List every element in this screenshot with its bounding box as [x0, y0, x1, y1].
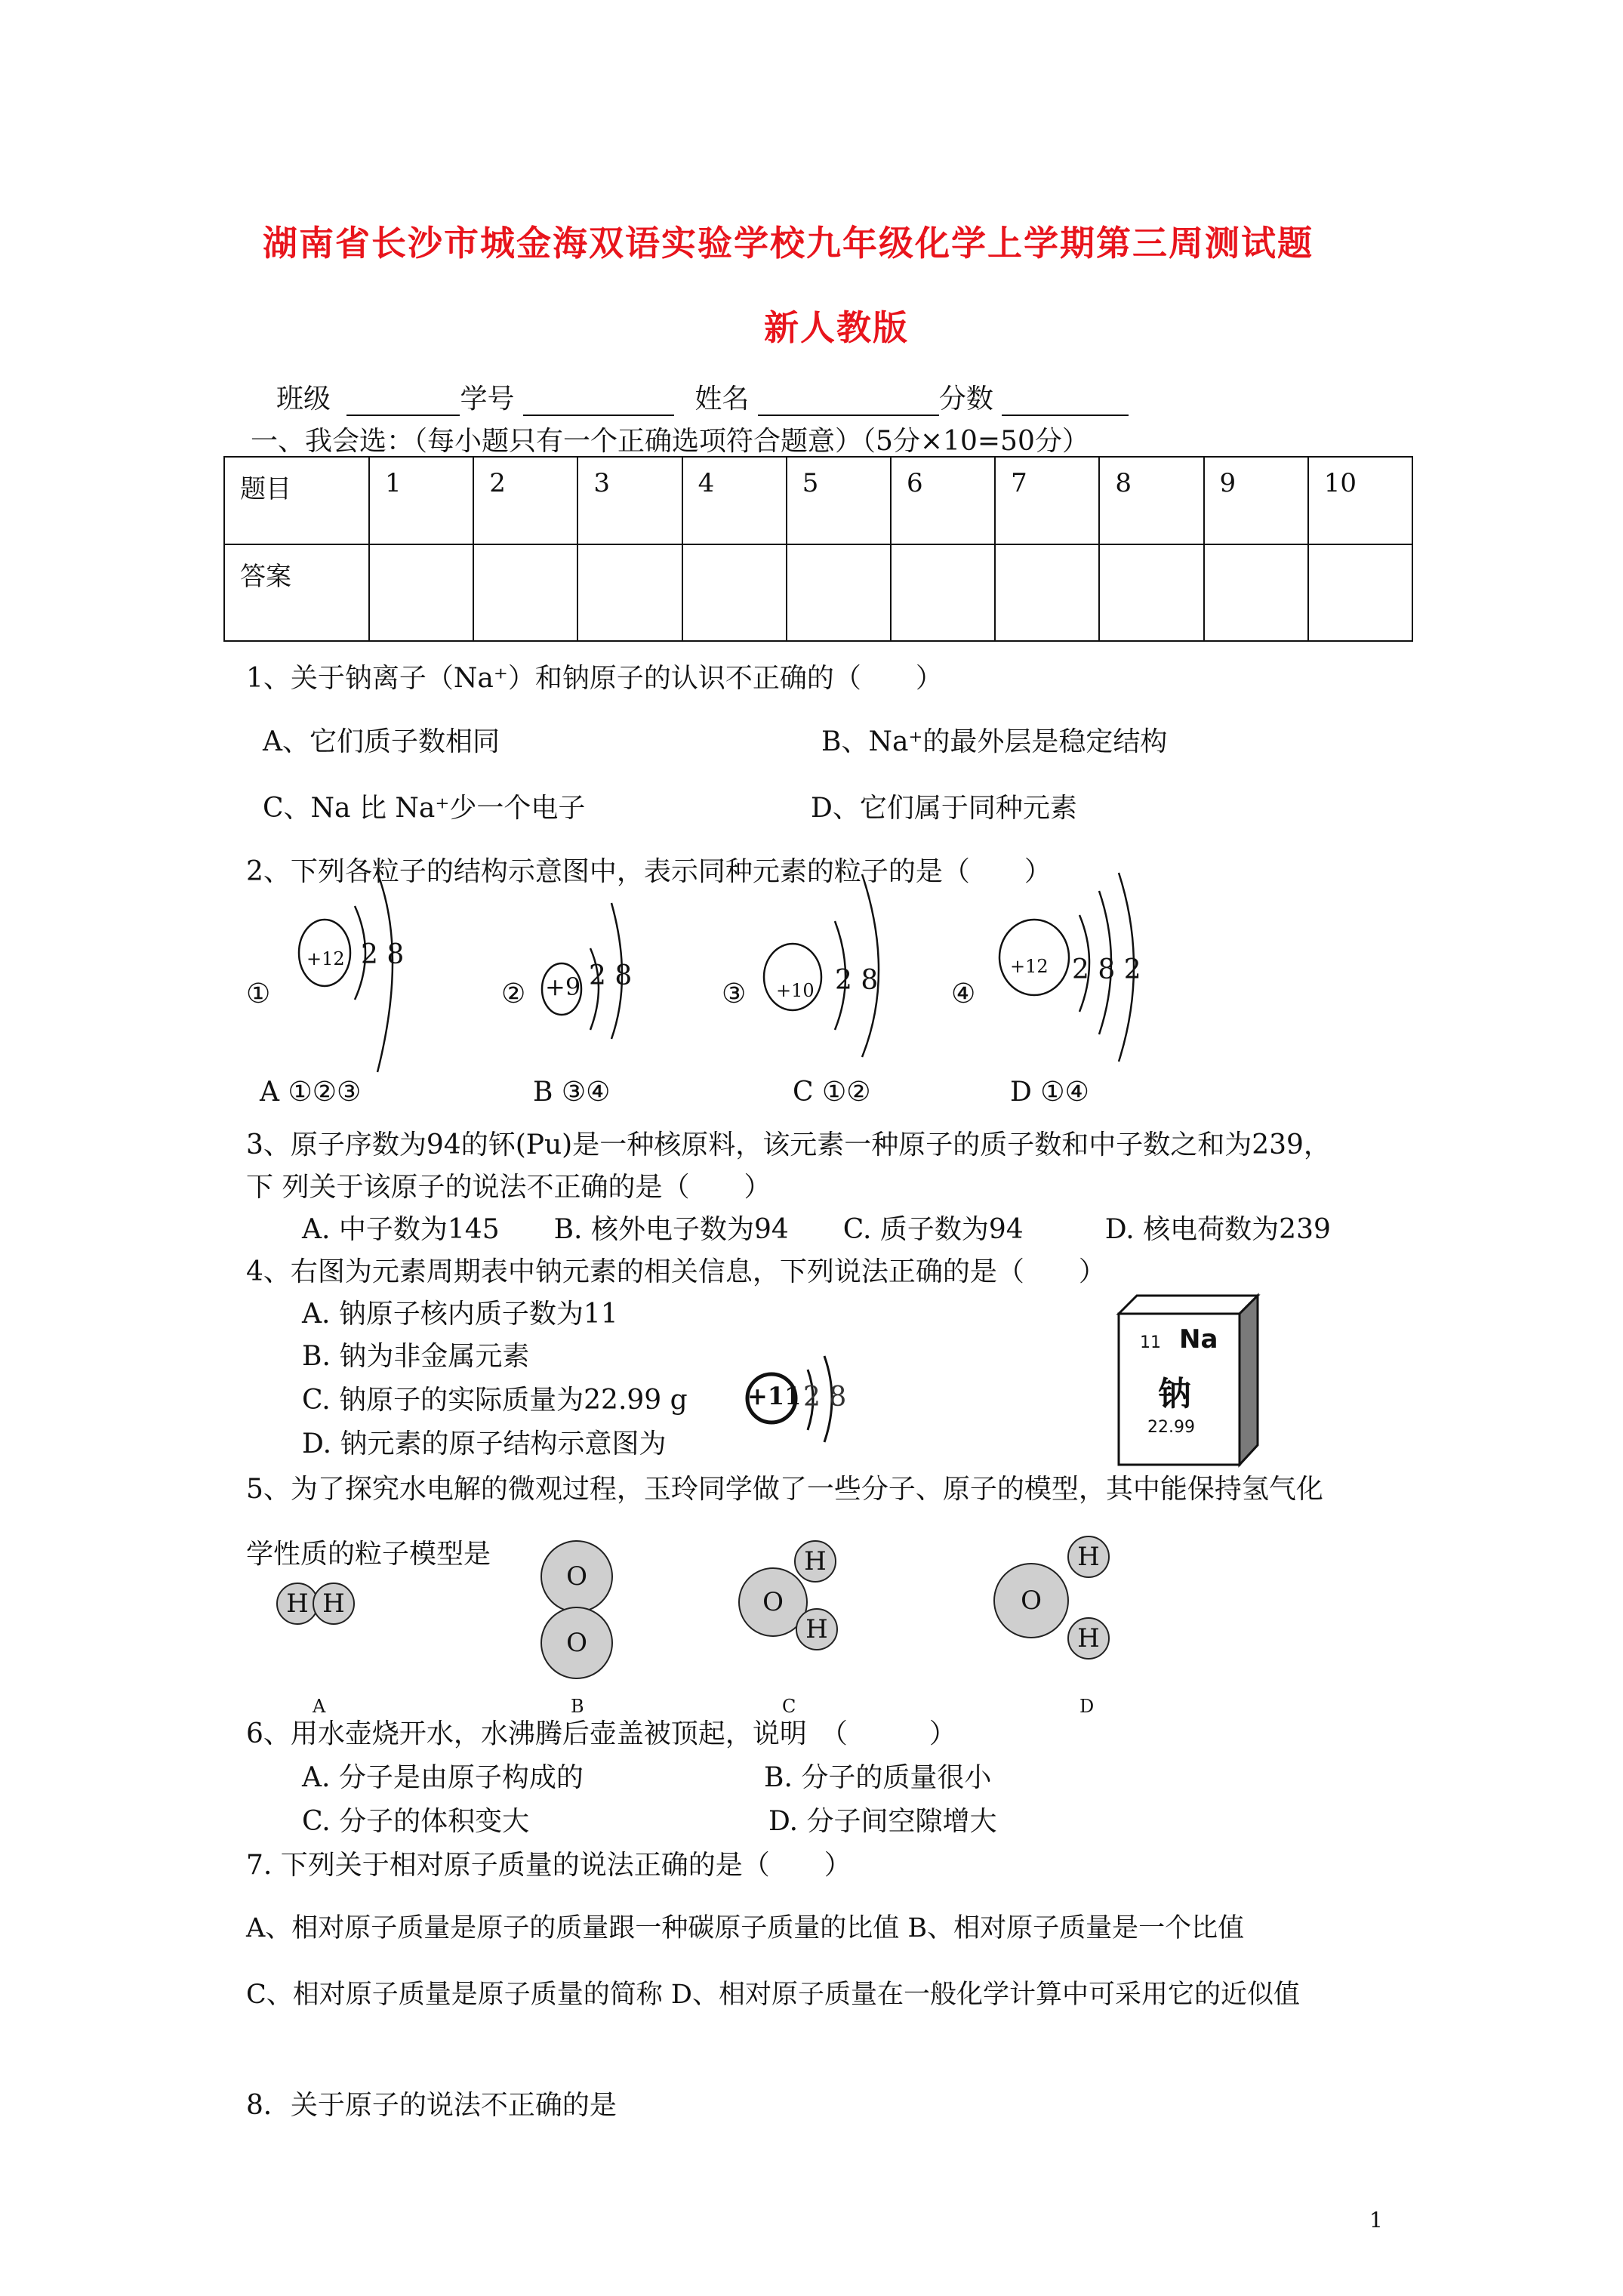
- atomic-mass: 22.99: [1147, 1418, 1195, 1437]
- answer-cell[interactable]: [1308, 544, 1412, 641]
- hydrogen-atom-model: H: [313, 1583, 355, 1625]
- question-4-option-c: C. 钠原子的实际质量为22.99 g: [302, 1385, 688, 1416]
- table-row: [224, 457, 1412, 544]
- electron-shells: 2 8: [803, 1382, 847, 1413]
- score-label: 分数: [938, 384, 993, 415]
- diagram-marker: ④: [951, 978, 976, 1009]
- question-6-option-b: B. 分子的质量很小: [764, 1762, 992, 1793]
- page-subtitle: 新人教版: [764, 307, 909, 348]
- question-2-stem: 2、下列各粒子的结构示意图中，表示同种元素的粒子的是（ ）: [246, 856, 1052, 887]
- name-label: 姓名: [694, 384, 750, 415]
- question-1-option-d: D、它们属于同种元素: [811, 793, 1077, 824]
- question-5-stem-cont: 学性质的粒子模型是: [246, 1539, 491, 1570]
- question-3-options: A. 中子数为145 B. 核外电子数为94 C. 质子数为94 D. 核电荷数为239: [302, 1214, 1331, 1245]
- electron-shells: 2 8 2: [1072, 954, 1141, 985]
- number-blank[interactable]: [523, 389, 674, 416]
- score-blank[interactable]: [1002, 389, 1129, 416]
- table-cell: 9: [1204, 457, 1308, 544]
- question-6-option-d: D. 分子间空隙增大: [768, 1806, 997, 1837]
- number-label: 学号: [460, 384, 515, 415]
- question-4-option-b: B. 钠为非金属元素: [302, 1341, 530, 1372]
- hydrogen-atom-model: H: [276, 1583, 319, 1625]
- table-header-cell: 答案: [224, 544, 369, 641]
- answer-cell[interactable]: [891, 544, 995, 641]
- oxygen-atom-model: O: [540, 1607, 613, 1679]
- answer-cell[interactable]: [787, 544, 891, 641]
- info-line: [276, 378, 1129, 416]
- question-5-stem: 5、为了探究水电解的微观过程，玉玲同学做了一些分子、原子的模型，其中能保持氢气化: [246, 1474, 1323, 1505]
- question-1-option-b: B、Na⁺的最外层是稳定结构: [821, 726, 1168, 757]
- question-2-option-d: D ①④: [1010, 1077, 1089, 1108]
- table-header-cell: 题目: [224, 457, 369, 544]
- class-blank[interactable]: [346, 389, 460, 416]
- model-label: D: [1079, 1696, 1095, 1717]
- answer-cell[interactable]: [995, 544, 1099, 641]
- table-cell: 1: [369, 457, 473, 544]
- table-cell: 6: [891, 457, 995, 544]
- diagram-marker: ②: [501, 978, 526, 1009]
- table-cell: 4: [682, 457, 787, 544]
- model-label: B: [571, 1696, 584, 1717]
- answer-cell[interactable]: [473, 544, 577, 641]
- question-3-stem: 3、原子序数为94的钚(Pu)是一种核原料，该元素一种原子的质子数和中子数之和为239，: [246, 1130, 1331, 1160]
- nucleus-charge: +12: [1010, 956, 1049, 977]
- answer-cell[interactable]: [577, 544, 682, 641]
- diagram-marker: ①: [246, 978, 271, 1009]
- table-cell: 2: [473, 457, 577, 544]
- table-cell: 7: [995, 457, 1099, 544]
- section-heading: 一、我会选：（每小题只有一个正确选项符合题意）（5分×10=50分）: [251, 426, 1089, 457]
- question-3-stem-cont: 下 列关于该原子的说法不正确的是（ ）: [246, 1172, 771, 1203]
- hydrogen-atom-model: H: [794, 1540, 836, 1583]
- table-cell: 8: [1099, 457, 1203, 544]
- element-symbol: Na: [1179, 1324, 1218, 1354]
- question-6-stem: 6、用水壶烧开水，水沸腾后壶盖被顶起，说明 （ ）: [246, 1718, 956, 1749]
- question-1-option-c: C、Na 比 Na⁺少一个电子: [263, 793, 586, 824]
- question-2-option-b: B ③④: [533, 1077, 611, 1108]
- nucleus-charge: +10: [776, 980, 815, 1001]
- table-row: [224, 544, 1412, 641]
- name-blank[interactable]: [758, 389, 939, 416]
- question-7-options-2: C、相对原子质量是原子质量的简称 D、相对原子质量在一般化学计算中可采用它的近似值: [246, 1980, 1300, 2010]
- hydrogen-atom-model: H: [796, 1608, 838, 1650]
- oxygen-atom-model: O: [993, 1563, 1069, 1638]
- question-4-option-a: A. 钠原子核内质子数为11: [302, 1299, 618, 1330]
- model-label: A: [313, 1696, 326, 1717]
- class-label: 班级: [276, 384, 331, 415]
- question-4-option-d: D. 钠元素的原子结构示意图为: [302, 1428, 667, 1459]
- question-2-option-c: C ①②: [793, 1077, 871, 1108]
- element-name: 钠: [1158, 1375, 1191, 1413]
- model-label: C: [782, 1696, 796, 1717]
- electron-shells: 2 8: [361, 939, 405, 970]
- page-number: 1: [1369, 2208, 1383, 2233]
- table-cell: 5: [787, 457, 891, 544]
- answer-cell[interactable]: [369, 544, 473, 641]
- answer-cell[interactable]: [1099, 544, 1203, 641]
- diagram-marker: ③: [722, 978, 747, 1009]
- question-7-options-1: A、相对原子质量是原子的质量跟一种碳原子质量的比值 B、相对原子质量是一个比值: [246, 1913, 1245, 1943]
- atomic-number: 11: [1140, 1333, 1161, 1352]
- oxygen-atom-model: O: [738, 1567, 808, 1637]
- question-1-option-a: A、它们质子数相同: [263, 726, 500, 757]
- nucleus-charge: +11: [747, 1382, 802, 1410]
- atom-structure-diagram: [294, 868, 408, 1080]
- electron-shells: 2 8: [589, 960, 633, 991]
- question-1-stem: 1、关于钠离子（Na⁺）和钠原子的认识不正确的（ ）: [246, 663, 943, 694]
- oxygen-atom-model: O: [540, 1540, 613, 1613]
- answer-cell[interactable]: [682, 544, 787, 641]
- answer-cell[interactable]: [1204, 544, 1308, 641]
- hydrogen-atom-model: H: [1067, 1536, 1110, 1578]
- question-6-option-a: A. 分子是由原子构成的: [302, 1762, 584, 1793]
- question-6-option-c: C. 分子的体积变大: [302, 1806, 530, 1837]
- question-8-stem: 8．关于原子的说法不正确的是: [246, 2090, 617, 2121]
- hydrogen-atom-model: H: [1067, 1617, 1110, 1660]
- answer-table: [223, 456, 1413, 642]
- question-2-option-a: A ①②③: [260, 1077, 362, 1108]
- table-cell: 10: [1308, 457, 1412, 544]
- nucleus-charge: +9: [545, 972, 581, 1001]
- question-7-stem: 7. 下列关于相对原子质量的说法正确的是（ ）: [246, 1850, 852, 1881]
- question-4-stem: 4、右图为元素周期表中钠元素的相关信息，下列说法正确的是（ ）: [246, 1256, 1106, 1287]
- page-title: 湖南省长沙市城金海双语实验学校九年级化学上学期第三周测试题: [263, 223, 1313, 264]
- table-cell: 3: [577, 457, 682, 544]
- nucleus-charge: +12: [306, 948, 345, 969]
- electron-shells: 2 8: [835, 965, 879, 996]
